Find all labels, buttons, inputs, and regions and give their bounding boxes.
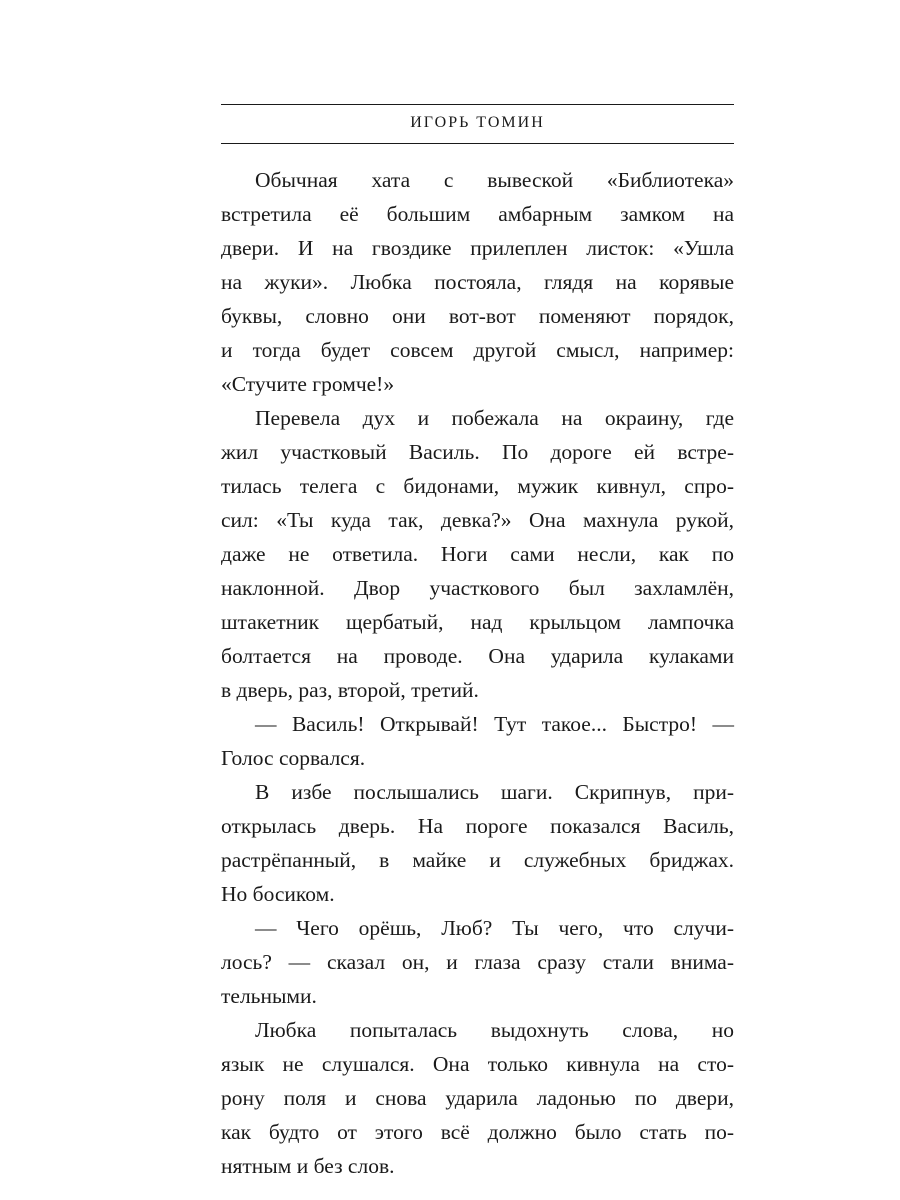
text-line: В избе послышались шаги. Скрипнув, при- (255, 780, 734, 804)
text-line: штакетник щербатый, над крыльцом лампочка (221, 610, 734, 634)
text-line: «Стучите громче!» (221, 372, 395, 396)
running-head-author: ИГОРЬ ТОМИН (410, 114, 545, 131)
paragraph (221, 1013, 734, 1183)
text-line: язык не слушался. Она только кивнула на сто- (221, 1052, 734, 1076)
text-line: Перевела дух и побежала на окраину, где (255, 406, 734, 430)
text-line: растрёпанный, в майке и служебных бриджах. (221, 848, 734, 872)
text-line: сил: «Ты куда так, девка?» Она махнула рукой, (221, 508, 734, 532)
text-line: Обычная хата с вывеской «Библиотека» (255, 168, 734, 192)
paragraph (221, 163, 734, 401)
text-line: тилась телега с бидонами, мужик кивнул, спро- (221, 474, 734, 498)
text-line: Но босиком. (221, 882, 335, 906)
page-body-text (221, 163, 734, 1183)
text-line: в дверь, раз, второй, третий. (221, 678, 479, 702)
paragraph (221, 401, 734, 707)
text-line: как будто от этого всё должно было стать по- (221, 1120, 734, 1144)
text-line: буквы, словно они вот-вот поменяют порядок, (221, 304, 734, 328)
running-header (221, 104, 734, 144)
paragraph (221, 775, 734, 911)
text-line: Голос сорвался. (221, 746, 366, 770)
text-line: на жуки». Любка постояла, глядя на корявые (221, 270, 734, 294)
text-line: тельными. (221, 984, 317, 1008)
text-line: жил участковый Василь. По дороге ей встре- (221, 440, 734, 464)
text-line: — Василь! Открывай! Тут такое... Быстро! — (255, 712, 734, 736)
text-line: двери. И на гвоздике прилеплен листок: «Ушла (221, 236, 734, 260)
text-line: болтается на проводе. Она ударила кулаками (221, 644, 734, 668)
text-line: даже не ответила. Ноги сами несли, как по (221, 542, 734, 566)
text-line: встретила её большим амбарным замком на (221, 202, 734, 226)
text-line: Любка попыталась выдохнуть слова, но (255, 1018, 734, 1042)
paragraph (221, 707, 734, 775)
text-line: нятным и без слов. (221, 1154, 395, 1178)
paragraph (221, 911, 734, 1013)
text-line: наклонной. Двор участкового был захламлён, (221, 576, 734, 600)
text-line: лось? — сказал он, и глаза сразу стали внима- (221, 950, 734, 974)
text-line: и тогда будет совсем другой смысл, например: (221, 338, 734, 362)
text-line: — Чего орёшь, Люб? Ты чего, что случи- (255, 916, 734, 940)
text-line: рону поля и снова ударила ладонью по двери, (221, 1086, 734, 1110)
text-line: открылась дверь. На пороге показался Василь, (221, 814, 734, 838)
